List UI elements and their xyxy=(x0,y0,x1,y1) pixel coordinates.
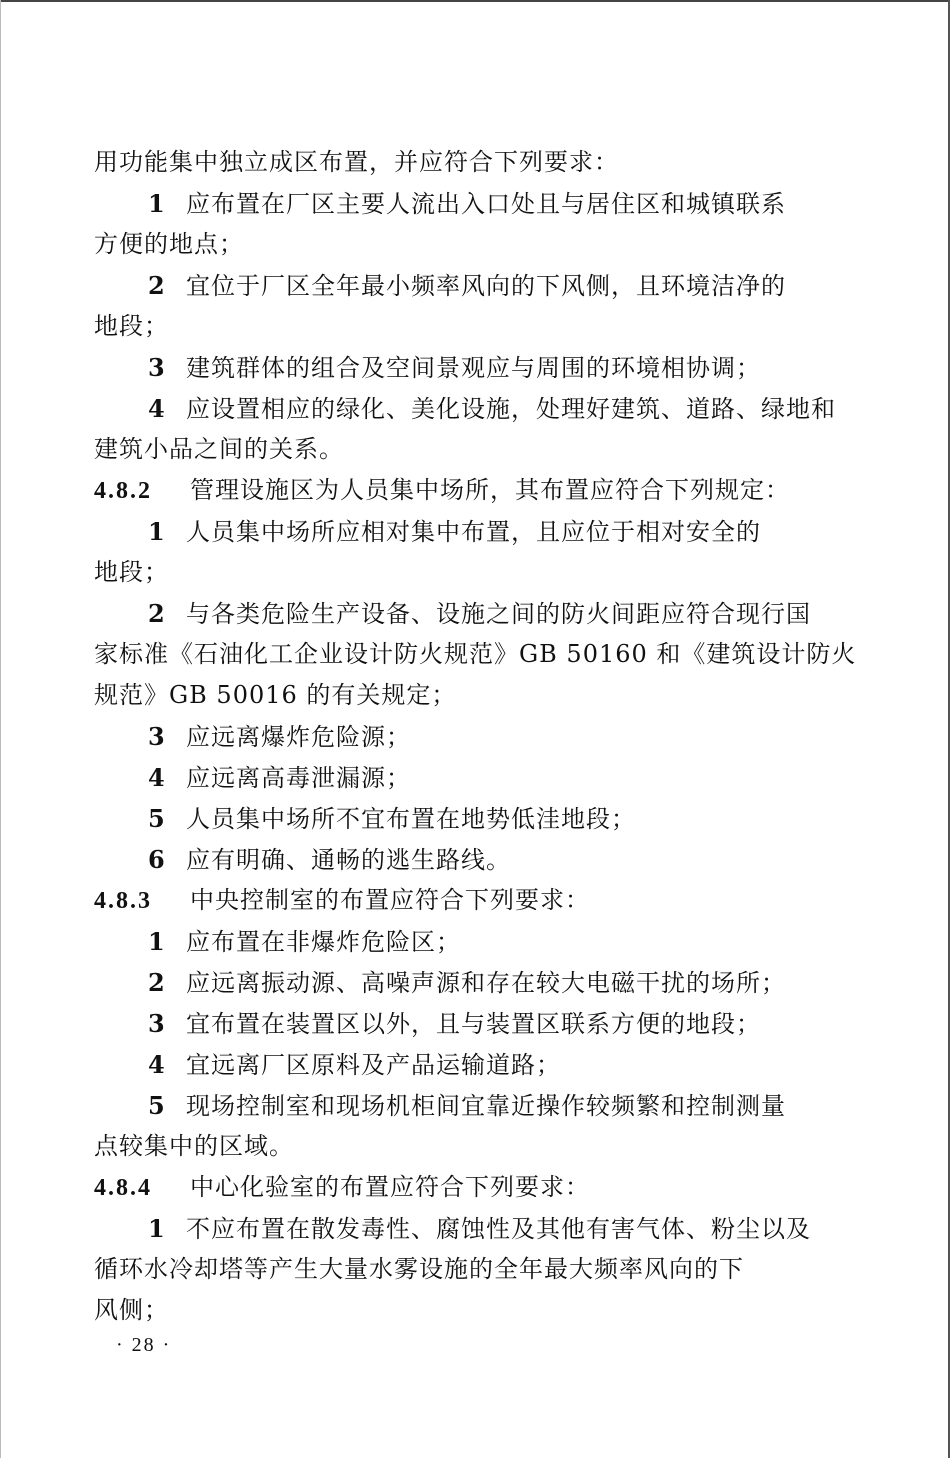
text-line: 地段； xyxy=(94,558,169,586)
list-item xyxy=(94,962,854,1003)
list-item xyxy=(94,388,854,429)
list-item xyxy=(94,1208,854,1249)
item-text: 与各类危险生产设备、设施之间的防火间距应符合现行国 xyxy=(186,600,811,628)
section-text: 中央控制室的布置应符合下列要求： xyxy=(190,886,590,914)
item-text: 宜远离厂区原料及产品运输道路； xyxy=(186,1051,561,1079)
list-item xyxy=(94,1044,854,1085)
item-number: 3 xyxy=(148,1009,166,1038)
item-number: 2 xyxy=(148,599,166,628)
list-item xyxy=(94,716,854,757)
item-text: 人员集中场所不宜布置在地势低洼地段； xyxy=(186,805,636,833)
item-text: 不应布置在散发毒性、腐蚀性及其他有害气体、粉尘以及 xyxy=(186,1215,811,1243)
item-text: 现场控制室和现场机柜间宜靠近操作较频繁和控制测量 xyxy=(186,1092,786,1120)
list-item xyxy=(94,839,854,880)
item-text: 应远离振动源、高噪声源和存在较大电磁干扰的场所； xyxy=(186,969,786,997)
list-item xyxy=(94,921,854,962)
list-item xyxy=(94,265,854,306)
list-item xyxy=(94,757,854,798)
item-number: 3 xyxy=(148,722,166,751)
item-number: 3 xyxy=(148,353,166,382)
text-line: 地段； xyxy=(94,312,169,340)
item-text: 人员集中场所应相对集中布置，且应位于相对安全的 xyxy=(186,518,761,546)
section-heading xyxy=(94,1167,854,1208)
list-item xyxy=(94,347,854,388)
section-number: 4.8.4 xyxy=(94,1175,152,1201)
item-number: 1 xyxy=(148,189,166,218)
item-number: 4 xyxy=(148,763,166,792)
text-line: 风侧； xyxy=(94,1296,169,1324)
item-text: 应远离高毒泄漏源； xyxy=(186,764,411,792)
document-body xyxy=(94,142,857,1331)
item-number: 2 xyxy=(148,968,166,997)
text-line: 点较集中的区域。 xyxy=(94,1132,294,1160)
list-item xyxy=(94,183,854,224)
item-number: 5 xyxy=(148,1091,166,1120)
item-number: 4 xyxy=(148,1050,166,1079)
item-number: 1 xyxy=(148,927,166,956)
text-line: 规范》GB 50016 的有关规定； xyxy=(94,681,457,709)
item-number: 1 xyxy=(148,517,166,546)
item-text: 应设置相应的绿化、美化设施，处理好建筑、道路、绿地和 xyxy=(186,395,836,423)
list-item xyxy=(94,798,854,839)
item-text: 宜位于厂区全年最小频率风向的下风侧，且环境洁净的 xyxy=(186,272,786,300)
item-text: 应布置在非爆炸危险区； xyxy=(186,928,461,956)
page-number: · 28 · xyxy=(116,1334,172,1356)
section-heading xyxy=(94,880,854,921)
text-line: 方便的地点； xyxy=(94,230,244,258)
item-number: 4 xyxy=(148,394,166,423)
section-number: 4.8.2 xyxy=(94,478,152,504)
list-item xyxy=(94,1003,854,1044)
text-line: 循环水冷却塔等产生大量水雾设施的全年最大频率风向的下 xyxy=(94,1255,744,1283)
list-item xyxy=(94,511,854,552)
item-text: 宜布置在装置区以外，且与装置区联系方便的地段； xyxy=(186,1010,761,1038)
section-heading xyxy=(94,470,854,511)
section-text: 管理设施区为人员集中场所，其布置应符合下列规定： xyxy=(190,476,790,504)
item-text: 建筑群体的组合及空间景观应与周围的环境相协调； xyxy=(186,354,761,382)
item-number: 2 xyxy=(148,271,166,300)
item-text: 应布置在厂区主要人流出入口处且与居住区和城镇联系 xyxy=(186,190,786,218)
item-number: 6 xyxy=(148,845,166,874)
item-number: 5 xyxy=(148,804,166,833)
section-text: 中心化验室的布置应符合下列要求： xyxy=(190,1173,590,1201)
item-text: 应有明确、通畅的逃生路线。 xyxy=(186,846,511,874)
item-text: 应远离爆炸危险源； xyxy=(186,723,411,751)
list-item xyxy=(94,1085,854,1126)
text-line: 建筑小品之间的关系。 xyxy=(94,435,344,463)
list-item xyxy=(94,593,854,634)
page-border-top xyxy=(0,0,950,2)
text-line: 家标准《石油化工企业设计防火规范》GB 50160 和《建筑设计防火 xyxy=(94,640,857,668)
text-line: 用功能集中独立成区布置，并应符合下列要求： xyxy=(94,148,619,176)
item-number: 1 xyxy=(148,1214,166,1243)
page-border-left xyxy=(0,0,1,1458)
section-number: 4.8.3 xyxy=(94,888,152,914)
